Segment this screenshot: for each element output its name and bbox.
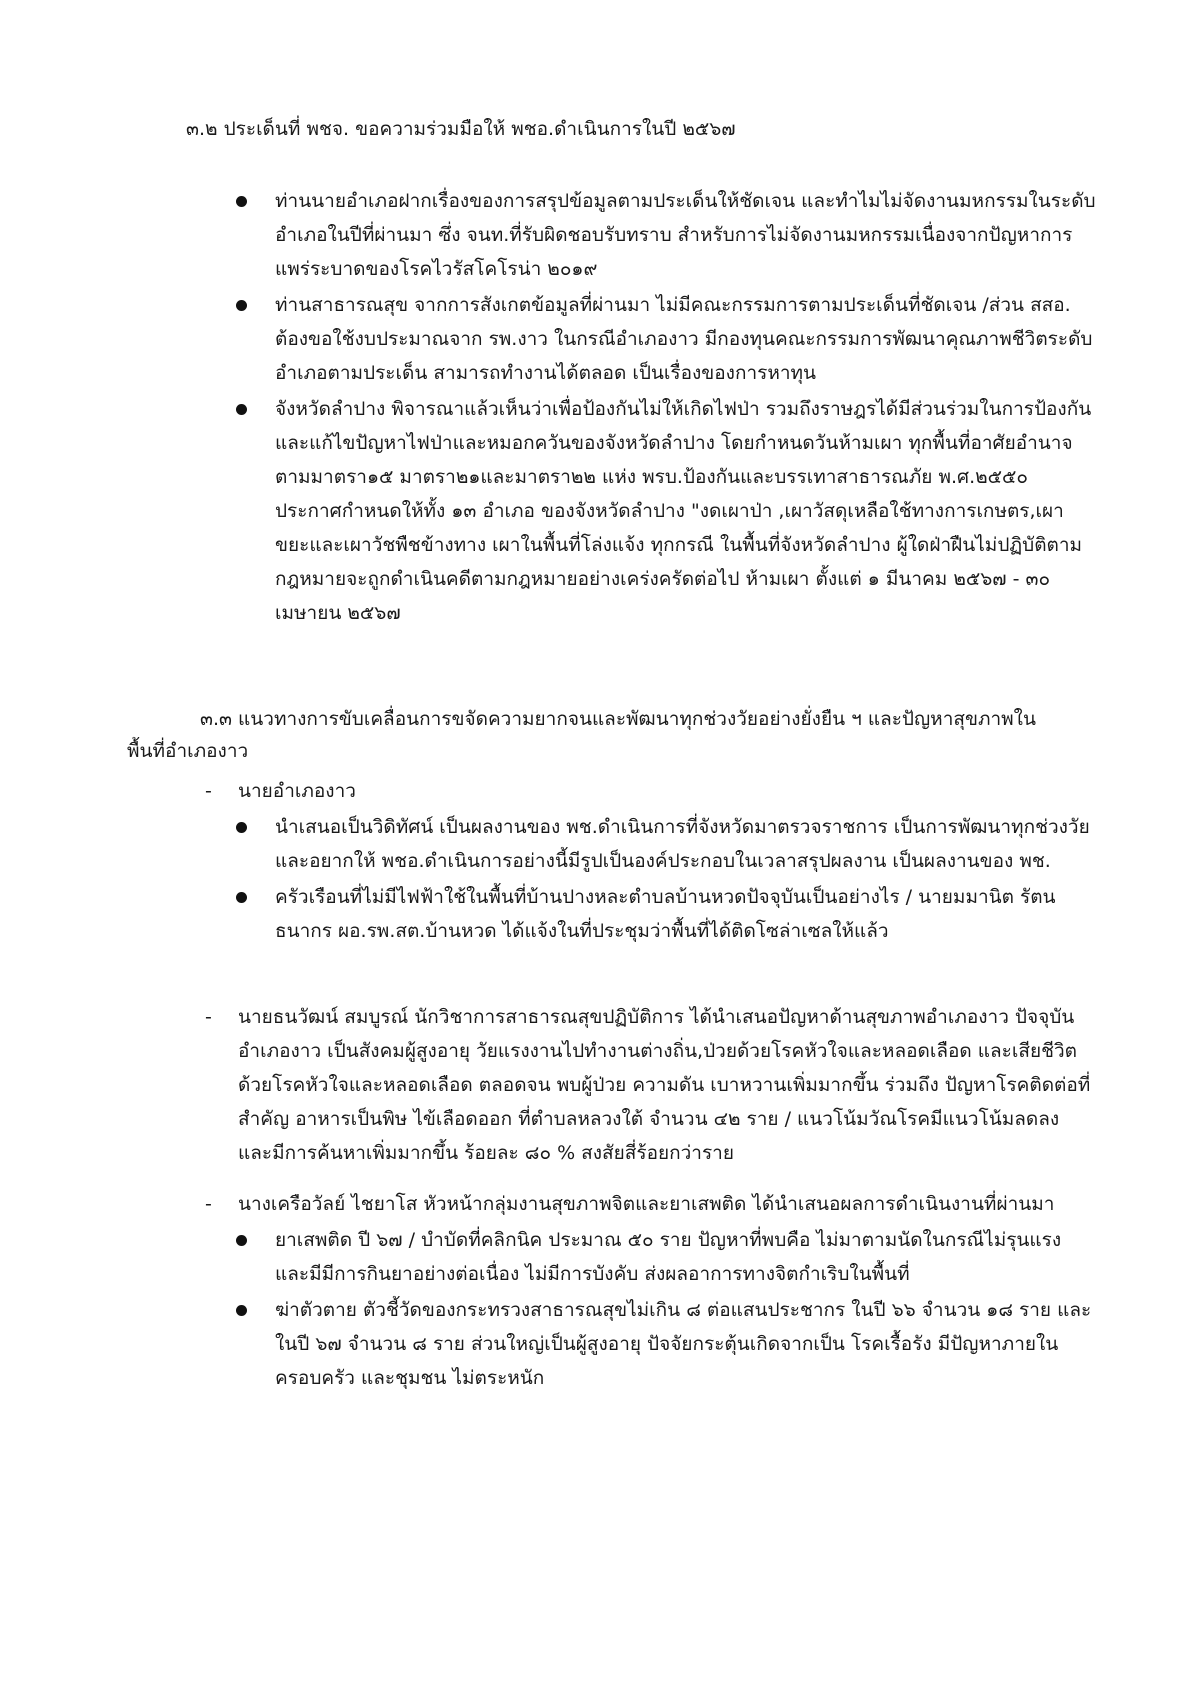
list-item-text: จังหวัดลำปาง พิจารณาแล้วเห็นว่าเพื่อป้องกันไม่ให้เกิดไฟป่า รวมถึงราษฎรได้มีส่วนร่วมในการป้องกันและแก้ไขปัญหาไฟป่าและหมอกควันของจังหวัดลำปาง โดยกำหนดวันห้ามเผา ทุกพื้นที่อาศัยอำนาจตามมาตรา๑๕ มาตรา๒๑และมาตรา๒๒ แห่ง พรบ.ป้องกันและบรรเทาสาธารณภัย พ.ศ.๒๕๕๐ ประกาศกำหนดให้ทั้ง ๑๓ อำเภอ ของจังหวัดลำปาง "งดเผาป่า ,เผาวัสดุเหลือใช้ทางการเกษตร,เผาขยะและเผาวัชพืชข้างทาง เผาในพื้นที่โล่งแจ้ง ทุกกรณี ในพื้นที่จังหวัดลำปาง ผู้ใดฝ่าฝืนไม่ปฏิบัติตามกฎหมายจะถูกดำเนินคดีตามกฎหมายอย่างเคร่งครัดต่อไป ห้ามเผา ตั้งแต่ ๑ มีนาคม ๒๕๖๗ - ๓๐ เมษายน ๒๕๖๗ xyxy=(275,398,1092,624)
list-item xyxy=(236,880,1096,948)
list-item-text: ท่านนายอำเภอฝากเรื่องของการสรุปข้อมูลตามประเด็นให้ชัดเจน และทำไมไม่จัดงานมหกรรมในระดับอำเภอในปีที่ผ่านมา ซึ่ง จนท.ที่รับผิดชอบรับทราบ สำหรับการไม่จัดงานมหกรรมเนื่องจากปัญหาการแพร่ระบาดของโรคไวรัสโคโรน่า ๒๐๑๙ xyxy=(275,190,1096,280)
section-3-2-heading: ๓.๒ ประเด็นที่ พชจ. ขอความร่วมมือให้ พชอ.ดำเนินการในปี ๒๕๖๗ xyxy=(186,118,736,140)
bullet-dot-icon xyxy=(236,892,247,903)
dash-item-district-chief xyxy=(205,774,1095,808)
bullet-dot-icon xyxy=(236,1235,247,1246)
bullet-dot-icon xyxy=(236,300,247,311)
dash-item-text: นายอำเภองาว xyxy=(238,780,356,802)
list-item xyxy=(236,810,1096,878)
list-item-text: ท่านสาธารณสุข จากการสังเกตข้อมูลที่ผ่านมา ไม่มีคณะกรรมการตามประเด็นที่ชัดเจน /ส่วน สสอ. ต้องขอใช้งบประมาณจาก รพ.งาว ในกรณีอำเภองาว มีกองทุนคณะกรรมการพัฒนาคุณภาพชีวิตระดับอำเภอตามประเด็น สามารถทำงานได้ตลอด เป็นเรื่องของการหาทุน xyxy=(275,294,1093,384)
list-item xyxy=(236,184,1096,286)
bullet-dot-icon xyxy=(236,822,247,833)
bullet-dot-icon xyxy=(236,404,247,415)
list-item-text: ฆ่าตัวตาย ตัวชี้วัดของกระทรวงสาธารณสุขไม่เกิน ๘ ต่อแสนประชากร ในปี ๖๖ จำนวน ๑๘ ราย และในปี ๖๗ จำนวน ๘ ราย ส่วนใหญ่เป็นผู้สูงอายุ ปัจจัยกระตุ้นเกิดจากเป็น โรคเรื้อรัง มีปัญหาภายในครอบครัว และชุมชน ไม่ตระหนัก xyxy=(275,1299,1092,1389)
dash-item-text: นางเครือวัลย์ ไชยาโส หัวหน้ากลุ่มงานสุขภาพจิตและยาเสพติด ได้นำเสนอผลการดำเนินงานที่ผ่านมา xyxy=(238,1193,1055,1215)
bullet-dot-icon xyxy=(236,1305,247,1316)
section-3-2-bullet-list xyxy=(236,184,1096,632)
dash-item-mental-health-head xyxy=(205,1187,1095,1221)
list-item xyxy=(236,1223,1096,1291)
dash-marker: - xyxy=(205,1193,212,1215)
list-item xyxy=(236,288,1096,390)
mental-health-bullet-list xyxy=(236,1223,1096,1397)
list-item-text: ครัวเรือนที่ไม่มีไฟฟ้าใช้ในพื้นที่บ้านปางหละตำบลบ้านหวดปัจจุบันเป็นอย่างไร / นายมมานิต รัตนธนากร ผอ.รพ.สต.บ้านหวด ได้แจ้งในที่ประชุมว่าพื้นที่ได้ติดโซล่าเซลให้แล้ว xyxy=(275,886,1056,942)
district-chief-bullet-list xyxy=(236,810,1096,950)
dash-marker: - xyxy=(205,780,212,802)
section-3-3-heading-continued: พื้นที่อำเภองาว xyxy=(127,740,249,762)
bullet-dot-icon xyxy=(236,196,247,207)
dash-item-text: นายธนวัฒน์ สมบูรณ์ นักวิชาการสาธารณสุขปฏิบัติการ ได้นำเสนอปัญหาด้านสุขภาพอำเภองาว ปัจจุบันอำเภองาว เป็นสังคมผู้สูงอายุ วัยแรงงานไปทำงานต่างถิ่น,ป่วยด้วยโรคหัวใจและหลอดเลือด และเสียชีวิต ด้วยโรคหัวใจและหลอดเลือด ตลอดจน พบผู้ป่วย ความดัน เบาหวานเพิ่มมากขึ้น ร่วมถึง ปัญหาโรคติดต่อที่สำคัญ อาหารเป็นพิษ ไข้เลือดออก ที่ตำบลหลวงใต้ จำนวน ๔๒ ราย / แนวโน้มวัณโรคมีแนวโน้มลดลง และมีการค้นหาเพิ่มมากขึ้น ร้อยละ ๘๐ % สงสัยสี่ร้อยกว่าราย xyxy=(238,1006,1091,1164)
dash-marker: - xyxy=(205,1006,212,1028)
list-item-text: ยาเสพติด ปี ๖๗ / บำบัดที่คลิกนิค ประมาณ ๕๐ ราย ปัญหาที่พบคือ ไม่มาตามนัดในกรณีไม่รุนแรง และมีมีการกินยาอย่างต่อเนื่อง ไม่มีการบังคับ ส่งผลอาการทางจิตกำเริบในพื้นที่ xyxy=(275,1229,1062,1285)
section-3-3-heading: ๓.๓ แนวทางการขับเคลื่อนการขจัดความยากจนและพัฒนาทุกช่วงวัยอย่างยั่งยืน ฯ และปัญหาสุขภาพใน xyxy=(200,708,1036,730)
list-item xyxy=(236,392,1096,630)
dash-item-health-officer xyxy=(205,1000,1095,1170)
list-item-text: นำเสนอเป็นวิดิทัศน์ เป็นผลงานของ พช.ดำเนินการที่จังหวัดมาตรวจราชการ เป็นการพัฒนาทุกช่วงวัย และอยากให้ พชอ.ดำเนินการอย่างนี้มีรูปเป็นองค์ประกอบในเวลาสรุปผลงาน เป็นผลงานของ พช. xyxy=(275,816,1090,872)
list-item xyxy=(236,1293,1096,1395)
